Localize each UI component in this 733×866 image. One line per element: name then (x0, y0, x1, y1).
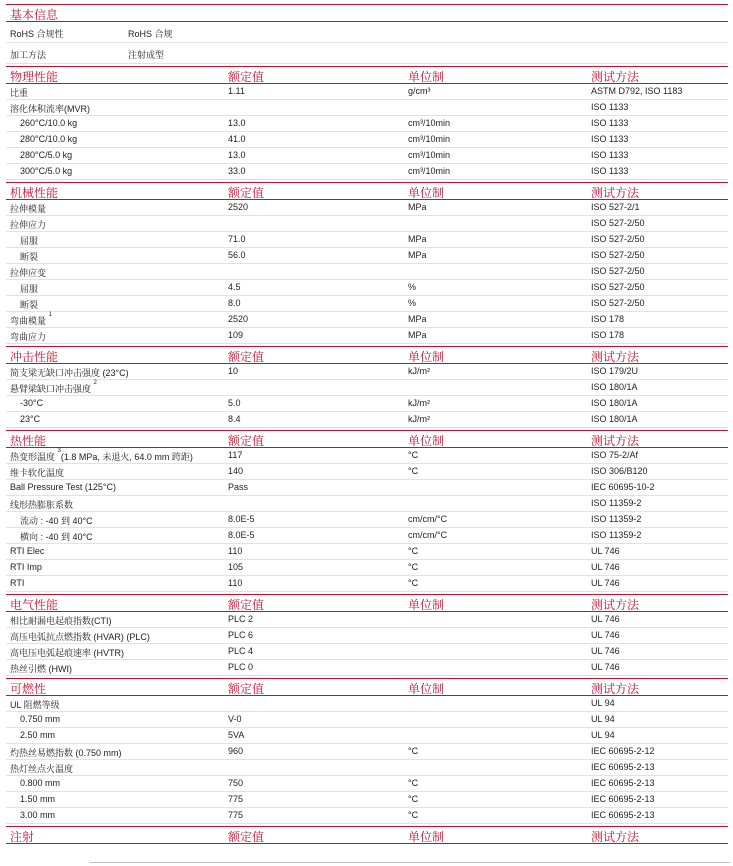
test-method: ISO 178 (591, 314, 625, 324)
property-value: PLC 4 (228, 646, 254, 656)
property-value: 13.0 (228, 150, 246, 160)
property-label (10, 614, 112, 627)
section-title: 可燃性 (10, 682, 47, 696)
property-unit: kJ/m² (408, 366, 430, 376)
test-method: ISO 527-2/50 (591, 298, 645, 308)
col-header-method: 测试方法 (591, 682, 640, 696)
table-row (6, 264, 728, 280)
property-label-condition: (1.8 MPa, 未退火, 64.0 mm 跨距) (60, 452, 193, 462)
property-label-text: 热丝引燃 (HWI) (10, 664, 72, 674)
property-unit: °C (408, 578, 419, 588)
table-row (6, 448, 728, 464)
property-value: PLC 2 (228, 614, 254, 624)
property-label (10, 530, 93, 543)
table-row (6, 216, 728, 232)
property-label-text: 280°C/5.0 kg (20, 150, 73, 160)
property-value: PLC 6 (228, 630, 254, 640)
footer-divider (90, 862, 730, 863)
col-header-method: 测试方法 (591, 434, 640, 448)
property-unit: °C (408, 794, 419, 804)
property-label-text: 拉伸模量 (10, 204, 47, 214)
table-row (6, 22, 728, 43)
property-label-text: 1.50 mm (20, 794, 56, 804)
property-unit: kJ/m² (408, 398, 430, 408)
property-value: PLC 0 (228, 662, 254, 672)
col-header-value: 额定值 (228, 598, 265, 612)
col-header-value: 额定值 (228, 70, 265, 84)
property-label (10, 514, 93, 527)
test-method: UL 746 (591, 562, 620, 572)
table-row (6, 464, 728, 480)
test-method: UL 746 (591, 578, 620, 588)
table-row (6, 612, 728, 628)
property-label (10, 646, 124, 659)
property-label (10, 762, 73, 775)
property-label (10, 366, 129, 379)
test-method: ISO 527-2/50 (591, 218, 645, 228)
property-section (6, 594, 728, 676)
property-unit: g/cm³ (408, 86, 431, 96)
property-label-text: 流动 : -40 到 40°C (20, 516, 93, 526)
property-section (6, 430, 728, 592)
property-unit: cm/cm/°C (408, 530, 448, 540)
table-row (6, 544, 728, 560)
property-label-text: 高电压电弧起痕速率 (HVTR) (10, 648, 124, 658)
test-method: ISO 11359-2 (591, 498, 642, 508)
property-unit: % (408, 282, 417, 292)
col-header-method: 测试方法 (591, 598, 640, 612)
test-method: ISO 306/B120 (591, 466, 648, 476)
property-label (10, 150, 72, 160)
property-value: Pass (228, 482, 249, 492)
footnote-marker: 2 (93, 380, 97, 386)
table-row (6, 328, 728, 344)
property-label-text: 弯曲应力 (10, 332, 47, 342)
property-label-text: 0.800 mm (20, 778, 61, 788)
test-method: ISO 180/1A (591, 382, 638, 392)
property-unit: °C (408, 562, 419, 572)
property-label-text: 2.50 mm (20, 730, 56, 740)
section-title: 注射 (10, 830, 35, 844)
section-header (6, 430, 728, 448)
property-label-text: 拉伸应力 (10, 220, 47, 230)
property-label-text: 23°C (20, 414, 41, 424)
property-label (10, 482, 116, 492)
test-method: ISO 527-2/1 (591, 202, 640, 212)
property-label (10, 466, 64, 479)
property-section (6, 346, 728, 428)
test-method: ISO 11359-2 (591, 530, 642, 540)
col-header-unit: 单位制 (408, 598, 445, 612)
table-row (6, 696, 728, 712)
property-unit: cm/cm/°C (408, 514, 448, 524)
property-label-text: RTI Elec (10, 546, 45, 556)
property-label-text: 屈服 (20, 284, 39, 294)
section-header (6, 594, 728, 612)
test-method: UL 94 (591, 730, 615, 740)
table-row (6, 512, 728, 528)
property-label (10, 630, 150, 643)
property-value: 110 (228, 578, 243, 588)
property-value: 109 (228, 330, 244, 340)
col-header-method: 测试方法 (591, 350, 640, 364)
property-label (10, 398, 43, 408)
property-value: 140 (228, 466, 244, 476)
test-method: ISO 11359-2 (591, 514, 642, 524)
property-unit: % (408, 298, 417, 308)
table-row (6, 528, 728, 544)
property-label-text: 灼热丝易燃指数 (0.750 mm) (10, 748, 122, 758)
table-row (6, 412, 728, 428)
table-row (6, 132, 728, 148)
property-label-text: Ball Pressure Test (125°C) (10, 482, 116, 492)
table-row (6, 380, 728, 396)
table-row (6, 396, 728, 412)
col-header-unit: 单位制 (408, 350, 445, 364)
property-value: 2520 (228, 202, 249, 212)
property-section (6, 182, 728, 344)
table-row (6, 760, 728, 776)
col-header-unit: 单位制 (408, 682, 445, 696)
property-unit: cm³/10min (408, 150, 451, 160)
section-title: 电气性能 (10, 598, 59, 612)
property-label-text: 相比耐漏电起痕指数(CTI) (10, 616, 112, 626)
property-label-text: 热灯丝点火温度 (10, 764, 74, 774)
section-header (6, 346, 728, 364)
property-label (10, 414, 40, 424)
test-method: UL 746 (591, 646, 620, 656)
table-row (6, 792, 728, 808)
property-label (10, 218, 46, 231)
test-method: ISO 1133 (591, 134, 629, 144)
property-label (10, 298, 38, 311)
property-label (10, 746, 122, 759)
property-label (10, 778, 60, 788)
property-value: 71.0 (228, 234, 246, 244)
property-value: 41.0 (228, 134, 246, 144)
property-label-text: 悬臂梁缺口冲击强度 (10, 384, 92, 394)
section-title: 机械性能 (10, 186, 59, 200)
property-label-text: 拉伸应变 (10, 268, 47, 278)
test-method: IEC 60695-2-13 (591, 810, 655, 820)
section-header (6, 182, 728, 200)
property-label (10, 794, 55, 804)
test-method: IEC 60695-2-13 (591, 794, 655, 804)
property-label-text: 3.00 mm (20, 810, 56, 820)
test-method: ISO 75-2/Af (591, 450, 639, 460)
property-unit: °C (408, 466, 419, 476)
table-row (6, 728, 728, 744)
property-label-text: 300°C/5.0 kg (20, 166, 73, 176)
property-value: 10 (228, 366, 239, 376)
property-value: 5VA (228, 730, 245, 740)
property-value: 960 (228, 746, 244, 756)
property-unit: °C (408, 546, 419, 556)
property-value: 8.0E-5 (228, 514, 255, 524)
test-method: UL 746 (591, 546, 620, 556)
test-method: IEC 60695-2-13 (591, 778, 655, 788)
property-unit: kJ/m² (408, 414, 430, 424)
basic-info-section (6, 4, 728, 64)
test-method: ISO 180/1A (591, 414, 638, 424)
property-value: 4.5 (228, 282, 241, 292)
property-label-text: 溶化体积流率(MVR) (10, 104, 90, 114)
property-label-text: 0.750 mm (20, 714, 61, 724)
table-row (6, 496, 728, 512)
property-label-text: 横向 : -40 到 40°C (20, 532, 93, 542)
table-row (6, 364, 728, 380)
section-header (6, 4, 728, 22)
property-label-text: -30°C (20, 398, 44, 408)
property-unit: °C (408, 746, 419, 756)
table-row (6, 576, 728, 592)
table-row (6, 628, 728, 644)
property-label (10, 202, 46, 215)
property-value: 117 (228, 450, 243, 460)
property-label (10, 134, 77, 144)
table-row (6, 560, 728, 576)
property-unit: MPa (408, 250, 427, 260)
table-row (6, 43, 728, 64)
property-value: 注射成型 (128, 50, 165, 60)
property-value: 56.0 (228, 250, 246, 260)
property-value: 5.0 (228, 398, 241, 408)
col-header-value: 额定值 (228, 830, 265, 844)
property-label-text: 260°C/10.0 kg (20, 118, 78, 128)
test-method: ISO 1133 (591, 118, 629, 128)
table-row (6, 808, 728, 824)
property-label (10, 314, 52, 327)
property-label (10, 698, 60, 711)
test-method: ISO 1133 (591, 102, 629, 112)
property-unit: cm³/10min (408, 166, 451, 176)
section-title: 基本信息 (10, 8, 59, 22)
property-label (10, 498, 73, 511)
test-method: IEC 60695-2-13 (591, 762, 655, 772)
col-header-unit: 单位制 (408, 70, 445, 84)
property-label-text: 高压电弧抗点燃指数 (HVAR) (PLC) (10, 632, 150, 642)
property-value: 775 (228, 810, 244, 820)
property-value: V-0 (228, 714, 242, 724)
table-row (6, 744, 728, 760)
property-unit: MPa (408, 330, 427, 340)
property-value: 750 (228, 778, 244, 788)
table-row (6, 312, 728, 328)
property-unit: MPa (408, 314, 427, 324)
test-method: ISO 179/2U (591, 366, 639, 376)
property-label (10, 562, 42, 572)
property-label (10, 450, 193, 463)
property-label-text: RTI (10, 578, 25, 588)
col-header-unit: 单位制 (408, 434, 445, 448)
test-method: ISO 180/1A (591, 398, 638, 408)
property-section (6, 826, 728, 844)
test-method: ISO 1133 (591, 166, 629, 176)
test-method: ISO 178 (591, 330, 625, 340)
property-label-text: RTI Imp (10, 562, 42, 572)
section-header (6, 678, 728, 696)
property-label-text: 断裂 (20, 252, 39, 262)
test-method: UL 94 (591, 714, 615, 724)
property-label (10, 730, 55, 740)
property-unit: °C (408, 778, 419, 788)
property-value: 33.0 (228, 166, 246, 176)
property-label (10, 234, 38, 247)
property-unit: cm³/10min (408, 134, 451, 144)
property-label-text: 热变形温度 (10, 452, 56, 462)
property-label (10, 382, 97, 395)
property-label (10, 86, 28, 99)
section-title: 物理性能 (10, 70, 59, 84)
property-value: 13.0 (228, 118, 246, 128)
table-row (6, 776, 728, 792)
table-row (6, 100, 728, 116)
property-label (10, 102, 90, 115)
property-label (10, 282, 38, 295)
table-row (6, 232, 728, 248)
test-method: IEC 60695-2-12 (591, 746, 655, 756)
test-method: ASTM D792, ISO 1183 (591, 86, 683, 96)
property-unit: °C (408, 810, 419, 820)
footnote-marker: 1 (48, 312, 52, 318)
test-method: ISO 527-2/50 (591, 234, 645, 244)
test-method: UL 94 (591, 698, 615, 708)
table-row (6, 480, 728, 496)
section-header (6, 66, 728, 84)
property-unit: MPa (408, 234, 427, 244)
property-value: 8.0E-5 (228, 530, 255, 540)
property-label-text: 比重 (10, 88, 29, 98)
property-label (10, 714, 60, 724)
table-row (6, 660, 728, 676)
test-method: UL 746 (591, 630, 620, 640)
property-label-text: 线形热膨胀系数 (10, 500, 74, 510)
col-header-method: 测试方法 (591, 830, 640, 844)
table-row (6, 84, 728, 100)
test-method: UL 746 (591, 662, 620, 672)
property-sections (6, 66, 728, 844)
property-value: 8.0 (228, 298, 241, 308)
property-label-text: 维卡软化温度 (10, 468, 65, 478)
property-section (6, 678, 728, 824)
col-header-value: 额定值 (228, 682, 265, 696)
property-value: RoHS 合规 (128, 29, 173, 39)
footnote-marker: 3 (57, 448, 61, 454)
col-header-value: 额定值 (228, 434, 265, 448)
property-section (6, 66, 728, 180)
table-row (6, 116, 728, 132)
property-unit: °C (408, 450, 419, 460)
test-method: ISO 527-2/50 (591, 250, 645, 260)
property-value: 8.4 (228, 414, 241, 424)
property-label-text: UL 阻燃等级 (10, 700, 60, 710)
test-method: IEC 60695-10-2 (591, 482, 655, 492)
section-title: 热性能 (10, 434, 47, 448)
col-header-unit: 单位制 (408, 186, 445, 200)
property-label (10, 118, 77, 128)
property-label (10, 662, 72, 675)
property-label-text: 弯曲模量 (10, 316, 47, 326)
col-header-value: 额定值 (228, 186, 265, 200)
property-value: 105 (228, 562, 244, 572)
table-row (6, 164, 728, 180)
test-method: ISO 527-2/50 (591, 266, 645, 276)
property-label (10, 266, 46, 279)
col-header-value: 额定值 (228, 350, 265, 364)
datasheet (6, 0, 728, 844)
property-value: 1.11 (228, 86, 245, 96)
test-method: UL 746 (591, 614, 620, 624)
table-row (6, 200, 728, 216)
table-row (6, 280, 728, 296)
property-value: 2520 (228, 314, 249, 324)
property-label-text: 屈服 (20, 236, 39, 246)
test-method: ISO 1133 (591, 150, 629, 160)
section-header (6, 826, 728, 844)
property-label-text: 280°C/10.0 kg (20, 134, 78, 144)
property-label: 加工方法 (10, 50, 47, 60)
property-unit: cm³/10min (408, 118, 451, 128)
table-row (6, 712, 728, 728)
property-label-text: 断裂 (20, 300, 39, 310)
property-label-text: 简支梁无缺口冲击强度 (23°C) (10, 368, 129, 378)
table-row (6, 644, 728, 660)
property-label (10, 546, 44, 556)
table-row (6, 296, 728, 312)
property-value: 775 (228, 794, 244, 804)
col-header-unit: 单位制 (408, 830, 445, 844)
test-method: ISO 527-2/50 (591, 282, 645, 292)
property-label (10, 810, 55, 820)
property-label (10, 166, 72, 176)
section-title: 冲击性能 (10, 350, 59, 364)
property-label (10, 578, 24, 588)
table-row (6, 248, 728, 264)
col-header-method: 测试方法 (591, 70, 640, 84)
property-label (10, 250, 38, 263)
property-unit: MPa (408, 202, 427, 212)
col-header-method: 测试方法 (591, 186, 640, 200)
property-label: RoHS 合规性 (10, 29, 64, 39)
property-value: 110 (228, 546, 243, 556)
property-label (10, 330, 46, 343)
table-row (6, 148, 728, 164)
